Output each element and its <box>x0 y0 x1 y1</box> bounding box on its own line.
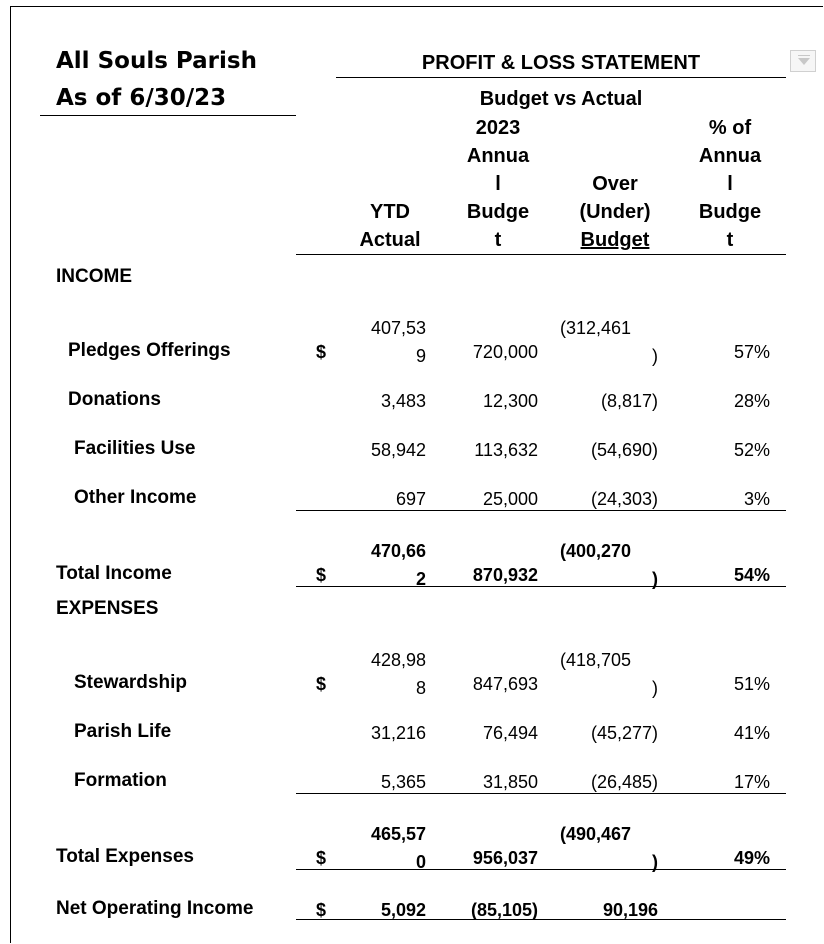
dropdown-bar-icon <box>798 55 810 56</box>
col-ytd: YTD Actual <box>359 201 421 251</box>
cell-other-pct: 3% <box>743 489 770 509</box>
report-subtitle: Budget vs Actual <box>479 88 643 110</box>
cell-stewardship-pct: 51% <box>733 674 770 694</box>
cell-net-budget: (85,105) <box>470 900 538 920</box>
cell-other-budget: 25,000 <box>482 489 538 509</box>
cell-parish-life-ytd: 31,216 <box>370 723 426 743</box>
row-label-parish-life: Parish Life <box>74 721 172 742</box>
as-of-date: As of 6/30/23 <box>56 85 227 111</box>
dollar-sign: $ <box>315 565 326 585</box>
cell-formation-pct: 17% <box>733 772 770 792</box>
col-over-under: Over (Under) Budget <box>579 173 651 251</box>
cell-total-expenses-ytd: 465,57 0 <box>370 824 426 872</box>
cell-formation-ytd: 5,365 <box>380 772 426 792</box>
cell-parish-life-over: (45,277) <box>590 723 658 743</box>
col-budget: 2023 Annua l Budge t <box>466 117 530 251</box>
dollar-sign: $ <box>315 900 326 920</box>
cell-total-income-over: (400,270 ) <box>560 541 658 589</box>
section-income: INCOME <box>56 266 132 287</box>
dropdown-arrow-icon <box>798 58 810 65</box>
row-label-total-income: Total Income <box>56 563 172 584</box>
cell-total-expenses-over: (490,467 ) <box>560 824 658 872</box>
row-label-formation: Formation <box>74 770 167 791</box>
cell-formation-budget: 31,850 <box>482 772 538 792</box>
cell-total-expenses-pct: 49% <box>733 848 770 868</box>
dollar-sign: $ <box>315 674 326 694</box>
cell-pledges-budget: 720,000 <box>472 342 538 362</box>
cell-donations-over: (8,817) <box>600 391 658 411</box>
cell-donations-pct: 28% <box>733 391 770 411</box>
cell-other-ytd: 697 <box>395 489 426 509</box>
cell-stewardship-budget: 847,693 <box>472 674 538 694</box>
cell-stewardship-over: (418,705 ) <box>560 650 658 698</box>
col-pct: % of Annua l Budge t <box>698 117 762 251</box>
row-label-donations: Donations <box>68 389 161 410</box>
row-label-stewardship: Stewardship <box>74 672 187 693</box>
section-expenses: EXPENSES <box>56 598 159 619</box>
cell-stewardship-ytd: 428,98 8 <box>370 650 426 698</box>
row-label-net-operating-income: Net Operating Income <box>56 898 254 919</box>
row-label-total-expenses: Total Expenses <box>56 846 194 867</box>
dollar-sign: $ <box>315 848 326 868</box>
cell-pledges-pct: 57% <box>733 342 770 362</box>
cell-facilities-pct: 52% <box>733 440 770 460</box>
cell-formation-over: (26,485) <box>590 772 658 792</box>
cell-total-income-ytd: 470,66 2 <box>370 541 426 589</box>
cell-pledges-over: (312,461 ) <box>560 318 658 366</box>
cell-facilities-over: (54,690) <box>590 440 658 460</box>
cell-donations-ytd: 3,483 <box>380 391 426 411</box>
cell-total-income-budget: 870,932 <box>472 565 538 585</box>
cell-facilities-budget: 113,632 <box>474 440 538 460</box>
dollar-sign: $ <box>315 342 326 362</box>
cell-facilities-ytd: 58,942 <box>370 440 426 460</box>
cell-net-over: 90,196 <box>602 900 658 920</box>
row-label-other-income: Other Income <box>74 487 197 508</box>
cell-total-income-pct: 54% <box>733 565 770 585</box>
cell-donations-budget: 12,300 <box>482 391 538 411</box>
filter-dropdown-button[interactable] <box>790 50 816 72</box>
report-title: PROFIT & LOSS STATEMENT <box>421 52 701 74</box>
org-name: All Souls Parish <box>56 48 257 74</box>
row-label-facilities: Facilities Use <box>74 438 196 459</box>
cell-parish-life-budget: 76,494 <box>482 723 538 743</box>
cell-parish-life-pct: 41% <box>733 723 770 743</box>
cell-pledges-ytd: 407,53 9 <box>370 318 426 366</box>
cell-total-expenses-budget: 956,037 <box>472 848 538 868</box>
cell-other-over: (24,303) <box>590 489 658 509</box>
cell-net-ytd: 5,092 <box>380 900 426 920</box>
row-label-pledges: Pledges Offerings <box>68 340 231 361</box>
